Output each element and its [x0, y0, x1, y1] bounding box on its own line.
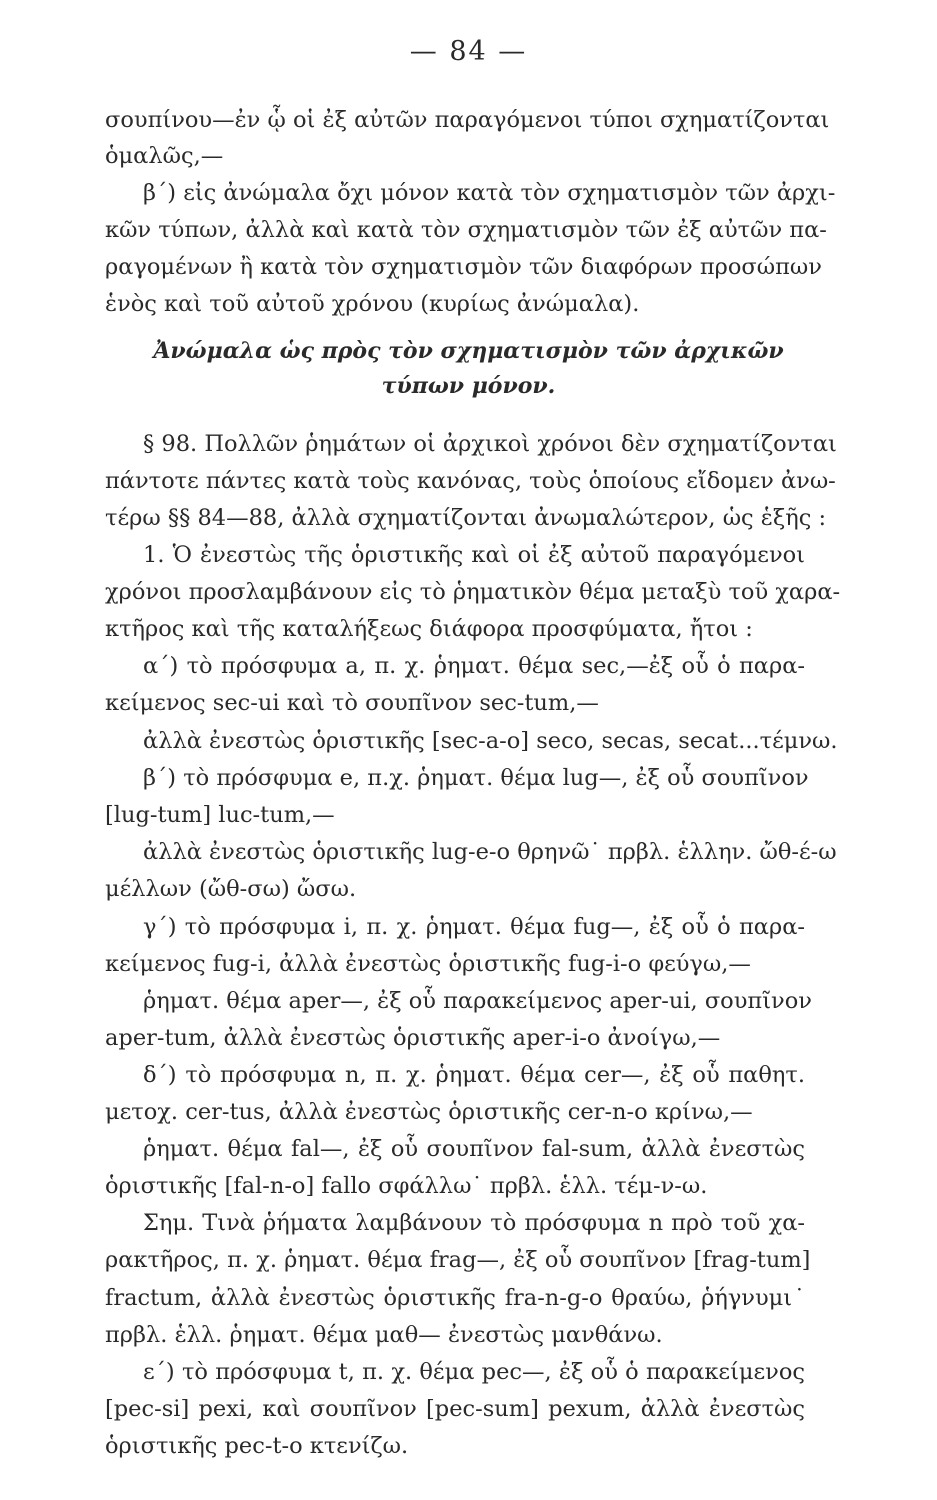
text-line: 1. Ὁ ἐνεστὼς τῆς ὁριστικῆς καὶ οἱ ἐξ αὐτοῦ παραγόμενοι — [143, 542, 805, 568]
text-line: α΄) τὸ πρόσφυμα a, π. χ. ῥηματ. θέμα sec,—ἐξ οὗ ὁ παρα- — [143, 653, 805, 679]
text-line: γ΄) τὸ πρόσφυμα i, π. χ. ῥηματ. θέμα fug—, ἐξ οὗ ὁ παρα- — [143, 914, 805, 940]
text-line: κείμενος sec-ui καὶ τὸ σουπῖνον sec-tum,— — [105, 690, 599, 716]
text-line: ὁριστικῆς pec-t-o κτενίζω. — [105, 1433, 409, 1459]
text-line: χρόνοι προσλαμβάνουν εἰς τὸ ῥηματικὸν θέμα μεταξὺ τοῦ χαρα- — [105, 579, 841, 605]
note-line: Σημ. Τινὰ ῥήματα λαμβάνουν τὸ πρόσφυμα n πρὸ τοῦ χα- — [143, 1210, 805, 1236]
text-line: [lug-tum] luc-tum,— — [105, 802, 335, 828]
section-heading: Ἀνώμαλα ὡς πρὸς τὸν σχηματισμὸν τῶν ἀρχικῶν — [153, 338, 784, 364]
text-line: ἑνὸς καὶ τοῦ αὐτοῦ χρόνου (κυρίως ἀνώμαλα). — [105, 291, 640, 317]
text-line: aper-tum, ἀλλὰ ἐνεστὼς ὁριστικῆς aper-i-o ἀνοίγω,— — [105, 1025, 721, 1051]
text-line: § 98. Πολλῶν ῥημάτων οἱ ἀρχικοὶ χρόνοι δὲν σχηματίζονται — [143, 431, 837, 457]
text-line: ῥηματ. θέμα fal—, ἐξ οὗ σουπῖνον fal-sum, ἀλλὰ ἐνεστὼς — [143, 1136, 805, 1162]
text-line: μέλλων (ὤθ-σω) ὤσω. — [105, 876, 357, 902]
text-line: ῥηματ. θέμα aper—, ἐξ οὗ παρακείμενος aper-ui, σουπῖνον — [143, 988, 812, 1014]
text-line: [pec-si] pexi, καὶ σουπῖνον [pec-sum] pexum, ἀλλὰ ἐνεστὼς — [105, 1396, 805, 1422]
text-line: ραγομένων ἢ κατὰ τὸν σχηματισμὸν τῶν διαφόρων προσώπων — [105, 254, 822, 280]
text-line: κείμενος fug-i, ἀλλὰ ἐνεστὼς ὁριστικῆς fug-i-o φεύγω,— — [105, 951, 751, 977]
page-number: — 84 — — [409, 36, 528, 67]
text-line: ἀλλὰ ἐνεστὼς ὁριστικῆς [sec-a-o] seco, secas, secat...τέμνω. — [143, 728, 838, 754]
text-line: β΄) τὸ πρόσφυμα e, π.χ. ῥηματ. θέμα lug—, ἐξ οὗ σουπῖνον — [143, 765, 809, 791]
text-line: κῶν τύπων, ἀλλὰ καὶ κατὰ τὸν σχηματισμὸν τῶν ἐξ αὐτῶν πα- — [105, 217, 827, 243]
text-line: τέρω §§ 84—88, ἀλλὰ σχηματίζονται ἀνωμαλώτερον, ὡς ἑξῆς : — [105, 505, 827, 531]
section-heading-cont: τύπων μόνον. — [381, 373, 556, 399]
text-line: ἀλλὰ ἐνεστὼς ὁριστικῆς lug-e-o θρηνῶ˙ πρβλ. ἑλλην. ὤθ-έ-ω — [143, 839, 837, 865]
text-line: πρβλ. ἑλλ. ῥηματ. θέμα μαθ— ἐνεστὼς μανθάνω. — [105, 1322, 663, 1348]
text-line: πάντοτε πάντες κατὰ τοὺς κανόνας, τοὺς ὁποίους εἴδομεν ἀνω- — [105, 468, 836, 494]
text-line: σουπίνου—ἐν ᾧ οἱ ἐξ αὐτῶν παραγόμενοι τύποι σχηματίζονται — [105, 107, 830, 133]
text-line: β΄) εἰς ἀνώμαλα ὄχι μόνον κατὰ τὸν σχηματισμὸν τῶν ἀρχι- — [143, 180, 836, 206]
text-line: ὁμαλῶς,— — [105, 143, 224, 169]
text-line: δ΄) τὸ πρόσφυμα n, π. χ. ῥηματ. θέμα cer—, ἐξ οὗ παθητ. — [143, 1062, 805, 1088]
text-line: ε΄) τὸ πρόσφυμα t, π. χ. θέμα pec—, ἐξ οὗ ὁ παρακείμενος — [143, 1359, 805, 1385]
text-line: μετοχ. cer-tus, ἀλλὰ ἐνεστὼς ὁριστικῆς cer-n-o κρίνω,— — [105, 1099, 753, 1125]
text-line: fractum, ἀλλὰ ἐνεστὼς ὁριστικῆς fra-n-g-o θραύω, ῥήγνυμι˙ — [105, 1285, 805, 1311]
text-line: ὁριστικῆς [fal-n-o] fallo σφάλλω˙ πρβλ. ἑλλ. τέμ-ν-ω. — [105, 1173, 708, 1199]
text-line: κτῆρος καὶ τῆς καταλήξεως διάφορα προσφύματα, ἤτοι : — [105, 616, 753, 642]
text-line: ρακτῆρος, π. χ. ῥηματ. θέμα frag—, ἐξ οὗ σουπῖνον [frag-tum] — [105, 1247, 811, 1273]
